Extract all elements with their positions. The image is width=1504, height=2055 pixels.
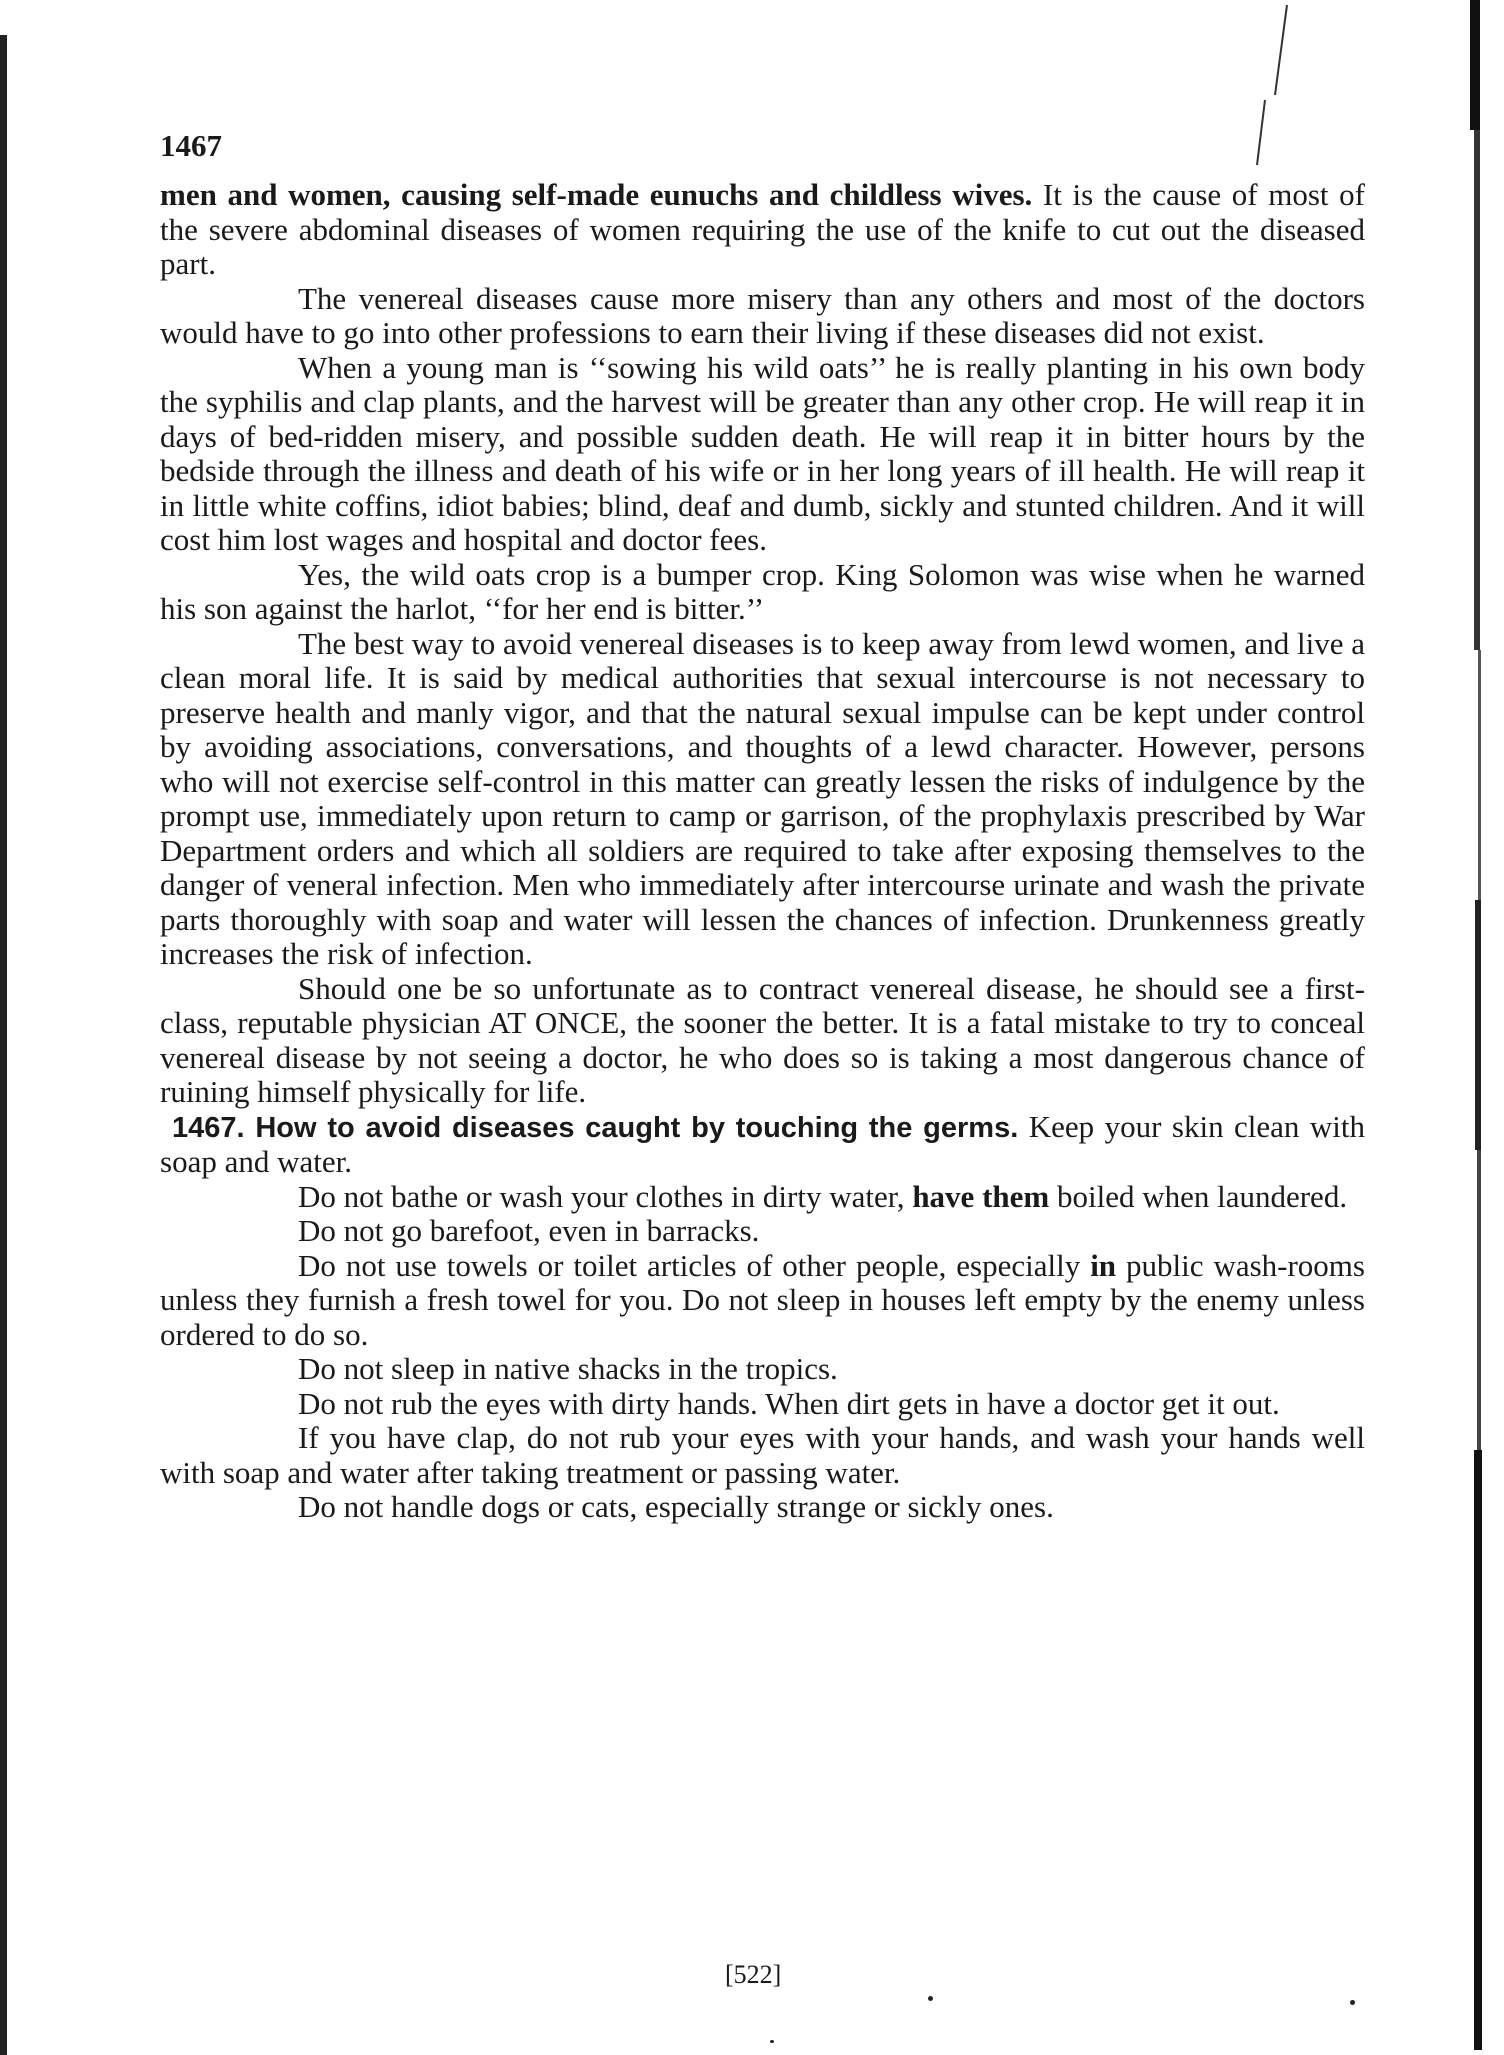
- text-run: Do not handle dogs or cats, especially strange or sickly ones.: [298, 1489, 1054, 1524]
- text-run: Keep your skin clean with soap and water.: [160, 1108, 1365, 1179]
- scan-speck: [770, 2040, 774, 2043]
- text-run: men and women, causing self-made eunuchs and childless wives.: [160, 177, 1033, 212]
- right-binding-edge: [1462, 0, 1486, 2055]
- paragraph: [160, 351, 1365, 558]
- paragraph: [160, 1421, 1365, 1490]
- scan-speck: [928, 1996, 933, 2001]
- text-run: Do not sleep in native shacks in the tropics.: [298, 1351, 838, 1386]
- paragraph: [160, 558, 1365, 627]
- text-run: Do not rub the eyes with dirty hands. When dirt gets in have a doctor get it out.: [298, 1385, 1280, 1421]
- text-run: The best way to avoid venereal diseases is to keep away from lewd women, and live a clean moral life. It is said by medical authorities that sexual intercourse is not necessary to preserve health and manly vigor, and that the natural sexual impulse can be kept under control by avoiding associations, conversations, and thoughts of a lewd character. However, persons who will not exercise self-control in this matter can greatly lessen the risks of indulgence by the prompt use, immediately upon return to camp or garrison, of the prophylaxis prescribed by War Department orders and which all soldiers are required to take after exposing themselves to the danger of veneral infection. Men who immediately after intercourse urinate and wash the private parts thoroughly with soap and water will lessen the chances of infection. Drunkenness greatly increases the risk of infection.: [160, 625, 1365, 971]
- paragraph: [160, 178, 1365, 282]
- text-run: Do not bathe or wash your clothes in dirty water,: [298, 1178, 913, 1214]
- page-number-header: 1467: [160, 128, 222, 163]
- text-run: When a young man is ‘‘sowing his wild oats’’ he is really planting in his own body the syphilis and clap plants, and the harvest will be greater than any other crop. He will reap it in days of bed-ridden misery, and possible sudden death. He will reap it in bitter hours by the bedside through the illness and death of his wife or in her long years of ill health. He will reap it in little white coffins, idiot babies; blind, deaf and dumb, sickly and stunted children. And it will cost him lost wages and hospital and doctor fees.: [160, 349, 1365, 557]
- paragraph: [160, 627, 1365, 972]
- text-run: The venereal diseases cause more misery than any others and most of the doctors would have to go into other professions to earn their living if these diseases did not exist.: [160, 280, 1365, 350]
- paragraph: [160, 972, 1365, 1110]
- paragraph: [160, 1214, 1365, 1249]
- paragraph: [160, 1249, 1365, 1353]
- text-run: public wash-rooms unless they furnish a fresh towel for you. Do not sleep in houses left empty by the enemy unless ordered to do so.: [160, 1247, 1365, 1352]
- text-run: Do not go barefoot, even in barracks.: [298, 1213, 760, 1248]
- text-run: If you have clap, do not rub your eyes with your hands, and wash your hands well with soap and water after taking treatment or passing water.: [160, 1420, 1365, 1490]
- page-body-text: [160, 178, 1365, 1525]
- scan-speck: [1350, 2000, 1355, 2005]
- page-footer-number: [522]: [725, 1960, 782, 1989]
- text-run: in: [1090, 1247, 1117, 1283]
- pencil-mark: [1235, 0, 1295, 170]
- text-run: It is the cause of most of the severe abdominal diseases of women requiring the use of the knife to cut out the diseased part.: [160, 177, 1365, 281]
- paragraph: [160, 282, 1365, 351]
- paragraph: [160, 1352, 1365, 1387]
- text-run: boiled when laundered.: [1049, 1178, 1348, 1214]
- text-run: Should one be so unfortunate as to contract venereal disease, he should see a first-class, reputable physician AT ONCE, the sooner the better. It is a fatal mistake to try to conceal venereal disease by not seeing a doctor, he who does so is taking a most dangerous chance of ruining himself physically for life.: [160, 970, 1365, 1109]
- text-run: Yes, the wild oats crop is a bumper crop. King Solomon was wise when he warned his son against the harlot, ‘‘for her end is bitter.’’: [160, 556, 1365, 626]
- text-run: have them: [912, 1178, 1050, 1214]
- left-scan-edge: [0, 35, 7, 2055]
- paragraph: [160, 1387, 1365, 1422]
- paragraph: [160, 1490, 1365, 1525]
- paragraph: [160, 1180, 1365, 1215]
- section-paragraph: [160, 1110, 1365, 1180]
- section-title: 1467. How to avoid diseases caught by touching the germs.: [172, 1111, 1019, 1144]
- text-run: Do not use towels or toilet articles of other people, especially: [298, 1247, 1091, 1283]
